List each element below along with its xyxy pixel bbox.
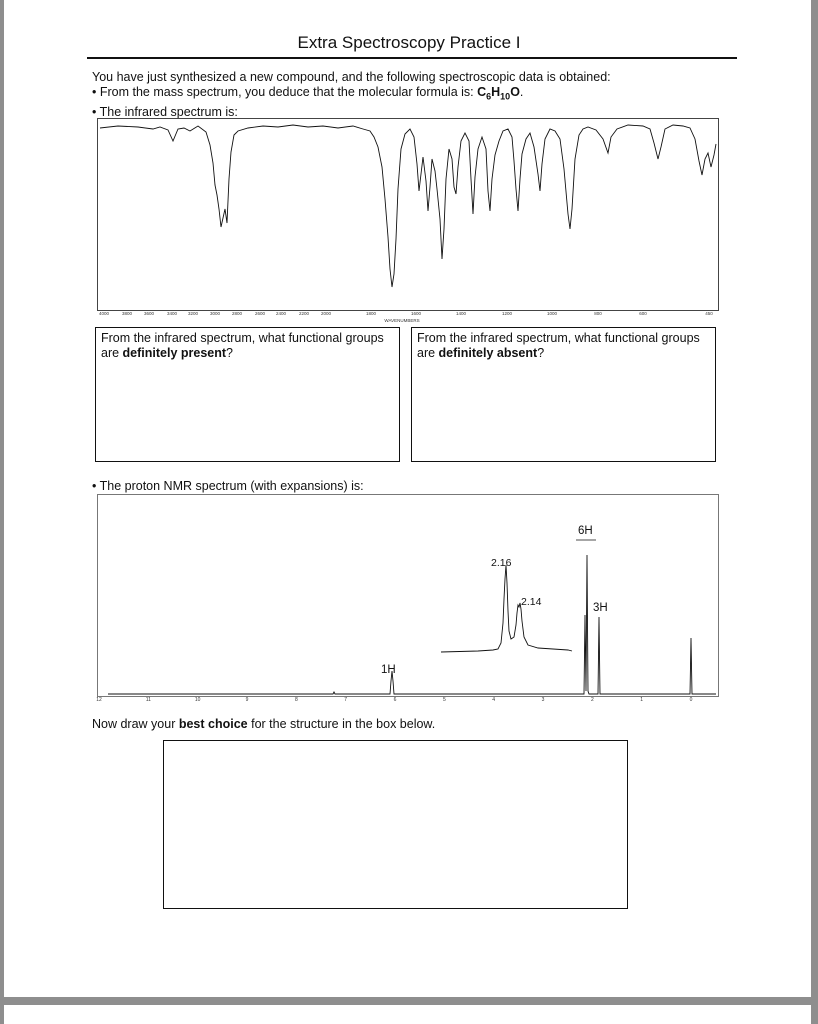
question-present-emphasis: definitely present	[122, 346, 227, 360]
draw-emphasis: best choice	[178, 717, 248, 731]
question-absent-box[interactable]: From the infrared spectrum, what functional groups are definitely absent?	[411, 327, 716, 462]
question-present-text: From the infrared spectrum, what functional groups are	[101, 331, 384, 360]
ir-spectrum-trace	[98, 119, 718, 310]
ir-tick-label: 1400	[455, 311, 467, 316]
question-absent-text: From the infrared spectrum, what functional groups are	[417, 331, 700, 360]
intro-line-3: • The infrared spectrum is:	[92, 104, 238, 119]
molecular-formula: $C_6H_{10}O$	[477, 85, 520, 102]
ir-tick-label: 2600	[254, 311, 266, 316]
label-1h: 1H	[381, 664, 396, 676]
ir-tick-label: 3400	[166, 311, 178, 316]
label-6h: 6H	[578, 525, 593, 537]
draw-instruction: Now draw your best choice for the structure in the box below.	[92, 717, 436, 731]
nmr-tick-label: 7	[344, 697, 348, 703]
nmr-tick-label: 6	[393, 697, 397, 703]
nmr-tick-label: 0	[689, 697, 693, 703]
intro-line-1: You have just synthesized a new compound, and the following spectroscopic data is obtained:	[92, 70, 611, 84]
ir-tick-label: 2000	[320, 311, 332, 316]
ir-tick-label: 450	[705, 311, 713, 316]
nmr-tick-label: 9	[245, 697, 249, 703]
ir-tick-label: 1800	[365, 311, 377, 316]
ir-tick-label: 1600	[410, 311, 422, 316]
nmr-intro-text: • The proton NMR spectrum (with expansions) is:	[92, 479, 364, 493]
intro-line-2: • From the mass spectrum, you deduce that the molecular formula is: $C_6H_{10}O$.	[92, 85, 524, 102]
nmr-tick-label: 1	[640, 697, 644, 703]
ir-spectrum	[97, 118, 719, 311]
question-absent-emphasis: definitely absent	[438, 346, 538, 360]
ir-axis-svg	[97, 308, 719, 328]
title-underline	[87, 57, 737, 59]
ir-tick-label: 3800	[121, 311, 133, 316]
mass-spectrum-text: • From the mass spectrum, you deduce that the molecular formula is:	[92, 85, 478, 99]
nmr-spectrum-trace	[98, 495, 718, 696]
ir-tick-label: 4000	[98, 311, 110, 316]
ir-tick-label: 3000	[209, 311, 221, 316]
label-3h: 3H	[593, 602, 608, 614]
nmr-tick-label: 8	[294, 697, 298, 703]
nmr-tick-label: 2	[590, 697, 594, 703]
page-title: Extra Spectroscopy Practice I	[297, 33, 521, 52]
nmr-tick-label: 5	[442, 697, 446, 703]
ir-tick-label: 1200	[501, 311, 513, 316]
nmr-tick-label: 11	[145, 697, 151, 703]
ir-tick-label: 1000	[546, 311, 558, 316]
ir-axis-label: WAVENUMBERS	[384, 318, 420, 323]
shift-label-2-16: 2.16	[491, 557, 512, 569]
ir-tick-label: 800	[594, 311, 602, 316]
ir-tick-label: 3600	[143, 311, 155, 316]
structure-answer-box[interactable]	[163, 740, 628, 909]
viewer-frame-bottom	[0, 997, 818, 1005]
ir-tick-label: 2800	[231, 311, 243, 316]
nmr-axis-svg	[97, 693, 719, 709]
nmr-tick-label: 10	[194, 697, 201, 703]
nmr-tick-label: 4	[492, 697, 496, 703]
ir-tick-label: 3200	[187, 311, 199, 316]
ir-tick-label: 2200	[298, 311, 310, 316]
intro-text	[92, 70, 611, 120]
ir-tick-label: 600	[639, 311, 647, 316]
nmr-x-axis	[97, 693, 719, 709]
ir-tick-label: 2400	[275, 311, 287, 316]
nmr-spectrum	[97, 494, 719, 697]
shift-label-2-14: 2.14	[521, 596, 542, 608]
question-present-box[interactable]: From the infrared spectrum, what functional groups are definitely present?	[95, 327, 400, 462]
nmr-tick-label: 12	[96, 697, 102, 703]
ir-x-axis	[97, 308, 719, 328]
nmr-tick-label: 3	[541, 697, 545, 703]
